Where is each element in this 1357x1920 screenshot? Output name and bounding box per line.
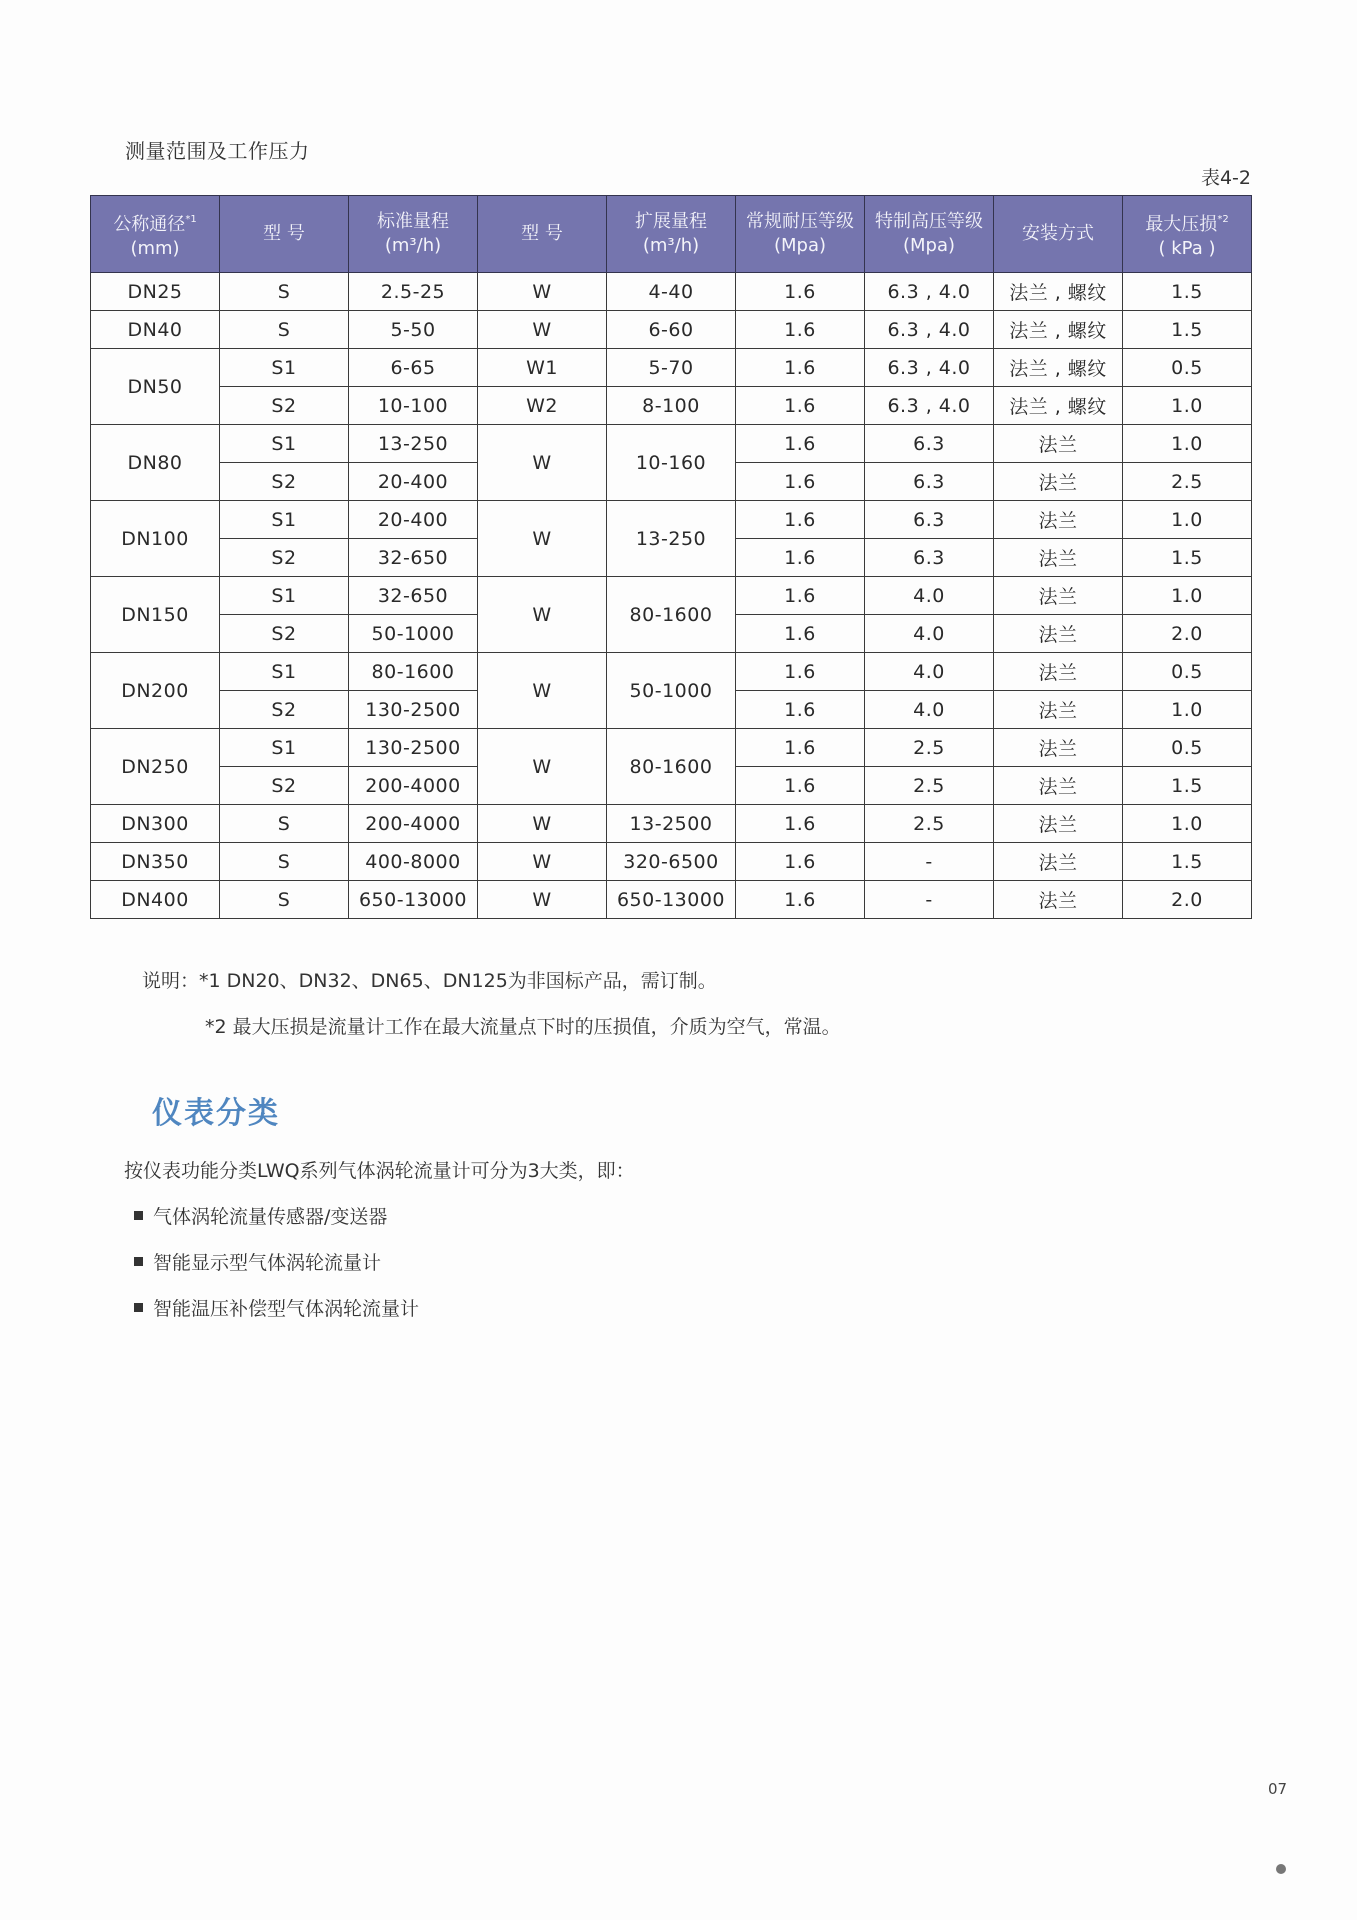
cell-mounting: 法兰 [994, 729, 1123, 767]
list-item [134, 1248, 381, 1275]
cell-mounting: 法兰 [994, 653, 1123, 691]
cell-pressure-loss: 1.5 [1123, 767, 1252, 805]
cell-model-w: W1 [478, 349, 607, 387]
cell-model-s: S [220, 805, 349, 843]
cell-normal-pressure: 1.6 [736, 615, 865, 653]
cell-normal-pressure: 1.6 [736, 425, 865, 463]
cell-mounting: 法兰 [994, 539, 1123, 577]
cell-std-range: 400-8000 [349, 843, 478, 881]
cell-mounting: 法兰 [994, 615, 1123, 653]
cell-model-w: W [478, 273, 607, 311]
cell-mounting: 法兰 [994, 805, 1123, 843]
cell-model-s: S [220, 311, 349, 349]
cell-ext-range: 650-13000 [607, 881, 736, 919]
cell-model-w: W [478, 653, 607, 729]
cell-model-s: S2 [220, 615, 349, 653]
cell-normal-pressure: 1.6 [736, 577, 865, 615]
header-max-pressure-loss: 最大压损$^{*2}$ ( kPa ) [1123, 196, 1252, 273]
cell-model-s: S [220, 881, 349, 919]
header-high-pressure: 特制高压等级 (Mpa) [865, 196, 994, 273]
cell-dn: DN350 [91, 843, 220, 881]
classification-intro: 按仪表功能分类LWQ系列气体涡轮流量计可分为3大类，即： [124, 1160, 635, 1182]
cell-ext-range: 8-100 [607, 387, 736, 425]
cell-dn: DN250 [91, 729, 220, 805]
cell-pressure-loss: 1.0 [1123, 805, 1252, 843]
cell-pressure-loss: 0.5 [1123, 349, 1252, 387]
cell-high-pressure: 2.5 [865, 729, 994, 767]
cell-high-pressure: 6.3 [865, 539, 994, 577]
cell-mounting: 法兰 [994, 767, 1123, 805]
cell-model-w: W [478, 425, 607, 501]
cell-dn: DN200 [91, 653, 220, 729]
cell-std-range: 650-13000 [349, 881, 478, 919]
table-row [91, 425, 1252, 463]
cell-model-w: W [478, 805, 607, 843]
cell-normal-pressure: 1.6 [736, 805, 865, 843]
table-row [91, 843, 1252, 881]
cell-dn: DN150 [91, 577, 220, 653]
table-row [91, 501, 1252, 539]
cell-pressure-loss: 2.5 [1123, 463, 1252, 501]
cell-normal-pressure: 1.6 [736, 273, 865, 311]
cell-normal-pressure: 1.6 [736, 729, 865, 767]
cell-std-range: 13-250 [349, 425, 478, 463]
table-row [91, 805, 1252, 843]
cell-normal-pressure: 1.6 [736, 349, 865, 387]
cell-std-range: 20-400 [349, 501, 478, 539]
cell-model-s: S2 [220, 691, 349, 729]
table-row [91, 349, 1252, 387]
cell-pressure-loss: 1.5 [1123, 539, 1252, 577]
cell-normal-pressure: 1.6 [736, 387, 865, 425]
cell-normal-pressure: 1.6 [736, 539, 865, 577]
cell-model-w: W2 [478, 387, 607, 425]
cell-mounting: 法兰 , 螺纹 [994, 349, 1123, 387]
cell-model-w: W [478, 843, 607, 881]
cell-high-pressure: 6.3 [865, 501, 994, 539]
list-item-label: 气体涡轮流量传感器/变送器 [153, 1206, 388, 1228]
cell-dn: DN50 [91, 349, 220, 425]
cell-model-s: S1 [220, 653, 349, 691]
cell-high-pressure: 6.3 [865, 463, 994, 501]
cell-model-w: W [478, 729, 607, 805]
list-item-label: 智能显示型气体涡轮流量计 [153, 1252, 382, 1274]
cell-model-s: S2 [220, 387, 349, 425]
list-item [134, 1202, 387, 1229]
cell-model-w: W [478, 501, 607, 577]
cell-model-s: S2 [220, 539, 349, 577]
cell-std-range: 200-4000 [349, 767, 478, 805]
cell-normal-pressure: 1.6 [736, 501, 865, 539]
cell-model-s: S [220, 273, 349, 311]
cell-high-pressure: 2.5 [865, 805, 994, 843]
header-normal-pressure: 常规耐压等级 (Mpa) [736, 196, 865, 273]
list-item [134, 1294, 419, 1321]
header-nominal-diameter: 公称通径$^{*1}$ (mm) [91, 196, 220, 273]
cell-dn: DN80 [91, 425, 220, 501]
cell-high-pressure: 2.5 [865, 767, 994, 805]
cell-std-range: 32-650 [349, 577, 478, 615]
cell-model-s: S2 [220, 767, 349, 805]
cell-std-range: 200-4000 [349, 805, 478, 843]
cell-pressure-loss: 1.0 [1123, 425, 1252, 463]
list-item-label: 智能温压补偿型气体涡轮流量计 [153, 1298, 420, 1320]
cell-pressure-loss: 1.5 [1123, 273, 1252, 311]
cell-normal-pressure: 1.6 [736, 463, 865, 501]
cell-pressure-loss: 2.0 [1123, 881, 1252, 919]
cell-pressure-loss: 1.0 [1123, 501, 1252, 539]
cell-std-range: 130-2500 [349, 729, 478, 767]
cell-high-pressure: 6.3 , 4.0 [865, 387, 994, 425]
cell-ext-range: 50-1000 [607, 653, 736, 729]
cell-pressure-loss: 1.0 [1123, 387, 1252, 425]
cell-ext-range: 4-40 [607, 273, 736, 311]
cell-normal-pressure: 1.6 [736, 843, 865, 881]
cell-mounting: 法兰 [994, 691, 1123, 729]
cell-dn: DN25 [91, 273, 220, 311]
classification-heading: 仪表分类 [152, 1096, 280, 1131]
cell-std-range: 10-100 [349, 387, 478, 425]
cell-dn: DN40 [91, 311, 220, 349]
cell-high-pressure: - [865, 843, 994, 881]
cell-high-pressure: 4.0 [865, 577, 994, 615]
cell-std-range: 2.5-25 [349, 273, 478, 311]
cell-model-w: W [478, 311, 607, 349]
table-number: 表4-2 [1200, 167, 1251, 189]
cell-pressure-loss: 2.0 [1123, 615, 1252, 653]
table-row [91, 729, 1252, 767]
cell-std-range: 20-400 [349, 463, 478, 501]
cell-mounting: 法兰 [994, 425, 1123, 463]
cell-mounting: 法兰 [994, 501, 1123, 539]
cell-pressure-loss: 1.5 [1123, 311, 1252, 349]
cell-mounting: 法兰 [994, 463, 1123, 501]
cell-high-pressure: 6.3 , 4.0 [865, 349, 994, 387]
cell-ext-range: 80-1600 [607, 729, 736, 805]
table-row [91, 311, 1252, 349]
cell-model-s: S [220, 843, 349, 881]
cell-std-range: 5-50 [349, 311, 478, 349]
cell-pressure-loss: 0.5 [1123, 653, 1252, 691]
cell-mounting: 法兰 [994, 881, 1123, 919]
spec-table [90, 195, 1252, 919]
cell-mounting: 法兰 , 螺纹 [994, 311, 1123, 349]
cell-normal-pressure: 1.6 [736, 881, 865, 919]
cell-pressure-loss: 1.0 [1123, 691, 1252, 729]
header-extended-range: 扩展量程 (m³/h) [607, 196, 736, 273]
cell-high-pressure: 6.3 , 4.0 [865, 311, 994, 349]
cell-dn: DN400 [91, 881, 220, 919]
cell-model-s: S2 [220, 463, 349, 501]
cell-mounting: 法兰 [994, 843, 1123, 881]
table-row [91, 273, 1252, 311]
header-model-s: 型 号 [220, 196, 349, 273]
cell-dn: DN300 [91, 805, 220, 843]
table-header-row [91, 196, 1252, 273]
square-bullet-icon [134, 1303, 143, 1312]
cell-normal-pressure: 1.6 [736, 653, 865, 691]
cell-normal-pressure: 1.6 [736, 767, 865, 805]
table-row [91, 577, 1252, 615]
cell-high-pressure: 4.0 [865, 653, 994, 691]
table-row [91, 387, 1252, 425]
square-bullet-icon [134, 1257, 143, 1266]
cell-model-w: W [478, 881, 607, 919]
cell-std-range: 6-65 [349, 349, 478, 387]
table-row [91, 653, 1252, 691]
cell-ext-range: 13-250 [607, 501, 736, 577]
cell-std-range: 130-2500 [349, 691, 478, 729]
square-bullet-icon [134, 1211, 143, 1220]
cell-ext-range: 5-70 [607, 349, 736, 387]
cell-model-s: S1 [220, 425, 349, 463]
cell-model-s: S1 [220, 349, 349, 387]
cell-pressure-loss: 0.5 [1123, 729, 1252, 767]
page-number: 07 [1268, 1780, 1288, 1798]
cell-high-pressure: 4.0 [865, 691, 994, 729]
cell-model-w: W [478, 577, 607, 653]
header-mounting: 安装方式 [994, 196, 1123, 273]
section-title: 测量范围及工作压力 [125, 139, 310, 163]
cell-pressure-loss: 1.0 [1123, 577, 1252, 615]
scan-artifact-dot-icon [1276, 1864, 1286, 1874]
cell-std-range: 32-650 [349, 539, 478, 577]
cell-std-range: 50-1000 [349, 615, 478, 653]
cell-ext-range: 10-160 [607, 425, 736, 501]
cell-model-s: S1 [220, 577, 349, 615]
cell-normal-pressure: 1.6 [736, 311, 865, 349]
cell-dn: DN100 [91, 501, 220, 577]
cell-std-range: 80-1600 [349, 653, 478, 691]
footnote-2: *2 最大压损是流量计工作在最大流量点下时的压损值，介质为空气，常温。 [205, 1016, 841, 1038]
cell-high-pressure: 4.0 [865, 615, 994, 653]
header-model-w: 型 号 [478, 196, 607, 273]
cell-ext-range: 13-2500 [607, 805, 736, 843]
cell-mounting: 法兰 , 螺纹 [994, 273, 1123, 311]
cell-high-pressure: 6.3 [865, 425, 994, 463]
footnote-1: 说明：*1 DN20、DN32、DN65、DN125为非国标产品，需订制。 [142, 970, 717, 992]
cell-mounting: 法兰 , 螺纹 [994, 387, 1123, 425]
cell-mounting: 法兰 [994, 577, 1123, 615]
cell-ext-range: 80-1600 [607, 577, 736, 653]
header-standard-range: 标准量程 (m³/h) [349, 196, 478, 273]
cell-normal-pressure: 1.6 [736, 691, 865, 729]
cell-ext-range: 6-60 [607, 311, 736, 349]
table-row [91, 881, 1252, 919]
cell-high-pressure: 6.3 , 4.0 [865, 273, 994, 311]
cell-high-pressure: - [865, 881, 994, 919]
cell-ext-range: 320-6500 [607, 843, 736, 881]
cell-model-s: S1 [220, 729, 349, 767]
cell-model-s: S1 [220, 501, 349, 539]
cell-pressure-loss: 1.5 [1123, 843, 1252, 881]
